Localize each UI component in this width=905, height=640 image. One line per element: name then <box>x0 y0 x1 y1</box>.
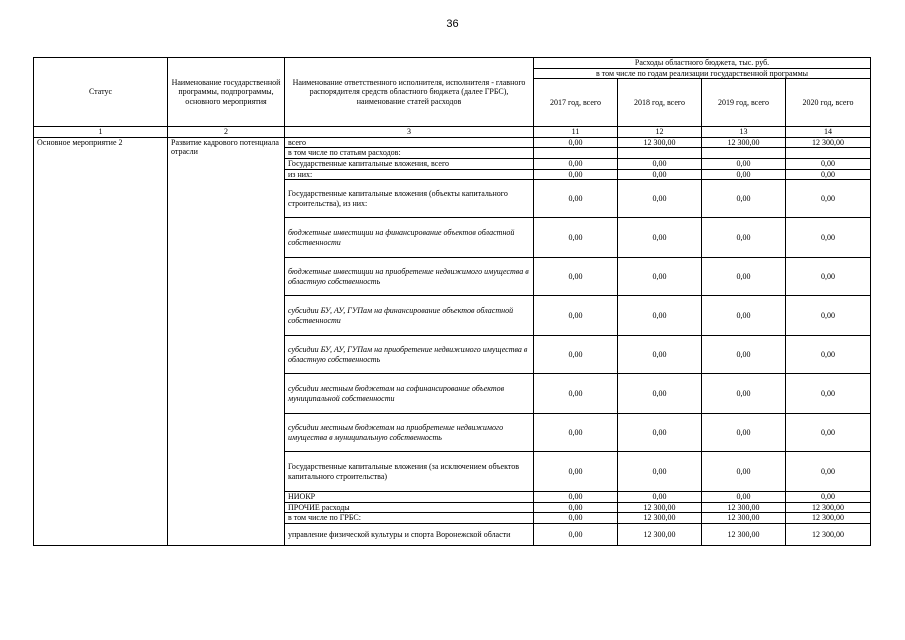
budget-table <box>33 57 871 546</box>
row-value: 12 300,00 <box>702 502 786 513</box>
header-executor: Наименование ответственного исполнителя, исполнителя - главного распорядителя средств областного бюджета (далее ГРБС), наименование статей расходов <box>285 58 534 127</box>
row-value <box>534 148 618 159</box>
column-number: 12 <box>618 127 702 138</box>
table-row <box>34 137 871 148</box>
column-number: 13 <box>702 127 786 138</box>
header-year-2020: 2020 год, всего <box>786 79 871 127</box>
row-label: Государственные капитальные вложения (за исключением объектов капитального строительства) <box>285 452 534 492</box>
row-value: 12 300,00 <box>702 513 786 524</box>
column-number: 3 <box>285 127 534 138</box>
row-value: 0,00 <box>534 492 618 503</box>
row-label: НИОКР <box>285 492 534 503</box>
row-value: 0,00 <box>618 452 702 492</box>
header-expenses-title: Расходы областного бюджета, тыс. руб. <box>534 58 871 69</box>
row-value: 12 300,00 <box>786 523 871 545</box>
row-value: 0,00 <box>786 414 871 452</box>
row-value: 12 300,00 <box>786 502 871 513</box>
row-label: бюджетные инвестиции на приобретение недвижимого имущества в областную собственность <box>285 258 534 296</box>
row-value: 0,00 <box>786 218 871 258</box>
row-value: 0,00 <box>702 374 786 414</box>
row-label: бюджетные инвестиции на финансирование объектов областной собственности <box>285 218 534 258</box>
row-value: 0,00 <box>702 169 786 180</box>
row-label: Государственные капитальные вложения (объекты капитального строительства), из них: <box>285 180 534 218</box>
row-value: 0,00 <box>786 158 871 169</box>
row-value: 12 300,00 <box>618 137 702 148</box>
row-label: из них: <box>285 169 534 180</box>
column-number: 11 <box>534 127 618 138</box>
program-cell: Развитие кадрового потенциала отрасли <box>168 137 285 545</box>
row-label: субсидии местным бюджетам на софинансирование объектов муниципальной собственности <box>285 374 534 414</box>
row-value: 0,00 <box>534 513 618 524</box>
row-value: 0,00 <box>534 137 618 148</box>
row-value: 0,00 <box>786 169 871 180</box>
row-value: 0,00 <box>534 258 618 296</box>
row-value: 0,00 <box>534 296 618 336</box>
row-value: 0,00 <box>702 414 786 452</box>
row-value: 0,00 <box>618 180 702 218</box>
row-value: 0,00 <box>702 296 786 336</box>
row-value: 0,00 <box>534 523 618 545</box>
row-value: 0,00 <box>786 492 871 503</box>
row-value: 0,00 <box>534 502 618 513</box>
row-label: в том числе по статьям расходов: <box>285 148 534 159</box>
row-value: 12 300,00 <box>702 137 786 148</box>
row-value <box>702 148 786 159</box>
row-value: 0,00 <box>618 169 702 180</box>
row-value: 0,00 <box>618 492 702 503</box>
row-value: 0,00 <box>702 158 786 169</box>
row-value: 0,00 <box>786 180 871 218</box>
row-value: 0,00 <box>786 336 871 374</box>
row-value: 0,00 <box>534 452 618 492</box>
row-value: 0,00 <box>618 258 702 296</box>
row-value: 0,00 <box>618 218 702 258</box>
row-label: всего <box>285 137 534 148</box>
row-value: 12 300,00 <box>618 513 702 524</box>
header-year-2017: 2017 год, всего <box>534 79 618 127</box>
row-value: 12 300,00 <box>618 502 702 513</box>
row-value: 0,00 <box>702 336 786 374</box>
header-years-title: в том числе по годам реализации государственной программы <box>534 68 871 79</box>
row-label: субсидии БУ, АУ, ГУПам на приобретение недвижимого имущества в областную собственность <box>285 336 534 374</box>
row-value: 0,00 <box>786 258 871 296</box>
row-value: 0,00 <box>702 218 786 258</box>
header-year-2019: 2019 год, всего <box>702 79 786 127</box>
column-number: 2 <box>168 127 285 138</box>
row-value: 0,00 <box>534 180 618 218</box>
row-value: 0,00 <box>618 414 702 452</box>
row-value: 12 300,00 <box>786 137 871 148</box>
status-cell: Основное мероприятие 2 <box>34 137 168 545</box>
row-label: управление физической культуры и спорта Воронежской области <box>285 523 534 545</box>
row-label: субсидии БУ, АУ, ГУПам на финансирование объектов областной собственности <box>285 296 534 336</box>
header-status: Статус <box>34 58 168 127</box>
row-value: 0,00 <box>702 180 786 218</box>
row-value: 0,00 <box>702 492 786 503</box>
row-value: 0,00 <box>618 296 702 336</box>
row-label: субсидии местным бюджетам на приобретение недвижимого имущества в муниципальную собственность <box>285 414 534 452</box>
row-value: 0,00 <box>534 158 618 169</box>
row-value: 0,00 <box>534 414 618 452</box>
row-label: Государственные капитальные вложения, всего <box>285 158 534 169</box>
row-value <box>618 148 702 159</box>
column-number: 1 <box>34 127 168 138</box>
row-value: 12 300,00 <box>702 523 786 545</box>
page-number: 36 <box>446 18 459 30</box>
row-value: 12 300,00 <box>786 513 871 524</box>
row-value: 0,00 <box>618 336 702 374</box>
row-label: в том числе по ГРБС: <box>285 513 534 524</box>
row-value: 0,00 <box>534 169 618 180</box>
row-value: 0,00 <box>702 452 786 492</box>
row-value: 0,00 <box>786 452 871 492</box>
header-program-name: Наименование государственной программы, подпрограммы, основного мероприятия <box>168 58 285 127</box>
row-value: 0,00 <box>534 218 618 258</box>
row-value: 0,00 <box>534 374 618 414</box>
column-number-row <box>34 127 871 138</box>
row-value: 0,00 <box>618 374 702 414</box>
column-number: 14 <box>786 127 871 138</box>
row-value: 12 300,00 <box>618 523 702 545</box>
row-value: 0,00 <box>534 336 618 374</box>
row-value <box>786 148 871 159</box>
row-value: 0,00 <box>618 158 702 169</box>
row-value: 0,00 <box>702 258 786 296</box>
row-value: 0,00 <box>786 374 871 414</box>
row-value: 0,00 <box>786 296 871 336</box>
row-label: ПРОЧИЕ расходы <box>285 502 534 513</box>
header-year-2018: 2018 год, всего <box>618 79 702 127</box>
